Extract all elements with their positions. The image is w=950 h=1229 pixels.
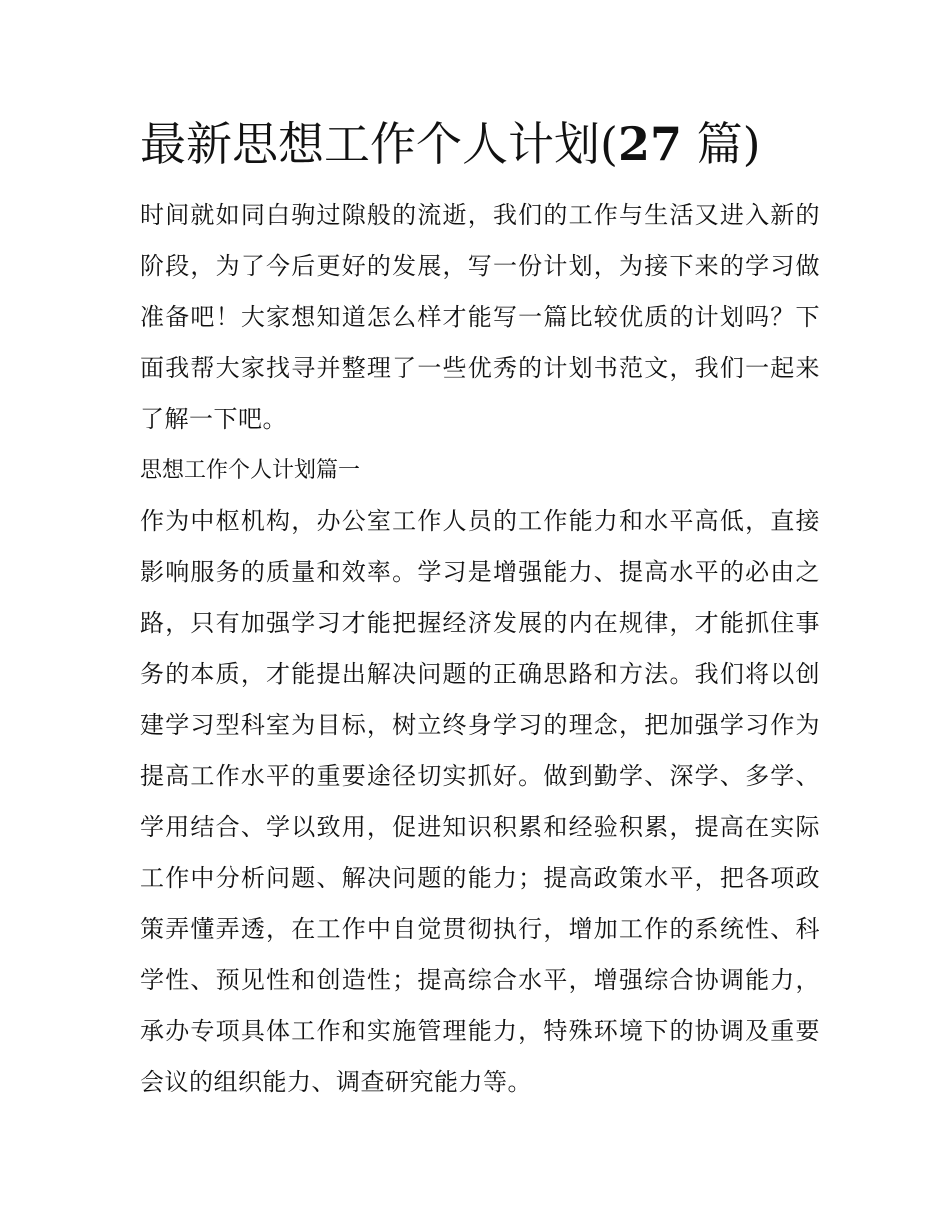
title-prefix: 最新思想工作个人计划( bbox=[140, 117, 618, 171]
title-suffix: 篇) bbox=[681, 117, 761, 171]
document-title bbox=[140, 112, 820, 176]
body-paragraph: 作为中枢机构，办公室工作人员的工作能力和水平高低，直接影响服务的质量和效率。学习是增强能力、提高水平的必由之路，只有加强学习才能把握经济发展的内在规律，才能抓住事务的本质，才能提出解决问题的正确思路和方法。我们将以创建学习型科室为目标，树立终身学习的理念，把加强学习作为提高工作水平的重要途径切实抓好。做到勤学、深学、多学、学用结合、学以致用，促进知识积累和经验积累，提高在实际工作中分析问题、解决问题的能力；提高政策水平，把各项政策弄懂弄透，在工作中自觉贯彻执行，增加工作的系统性、科学性、预见性和创造性；提高综合水平，增强综合协调能力，承办专项具体工作和实施管理能力，特殊环境下的协调及重要会议的组织能力、调查研究能力等。 bbox=[140, 507, 820, 1096]
document-content bbox=[140, 112, 820, 1108]
section-heading: 思想工作个人计划篇一 bbox=[140, 458, 361, 483]
title-number: 27 bbox=[617, 117, 682, 171]
intro-paragraph: 时间就如同白驹过隙般的流逝，我们的工作与生活又进入新的阶段，为了今后更好的发展，写一份计划，为接下来的学习做准备吧！大家想知道怎么样才能写一篇比较优质的计划吗？下面我帮大家找寻并整理了一些优秀的计划书范文，我们一起来了解一下吧。 bbox=[140, 201, 820, 433]
